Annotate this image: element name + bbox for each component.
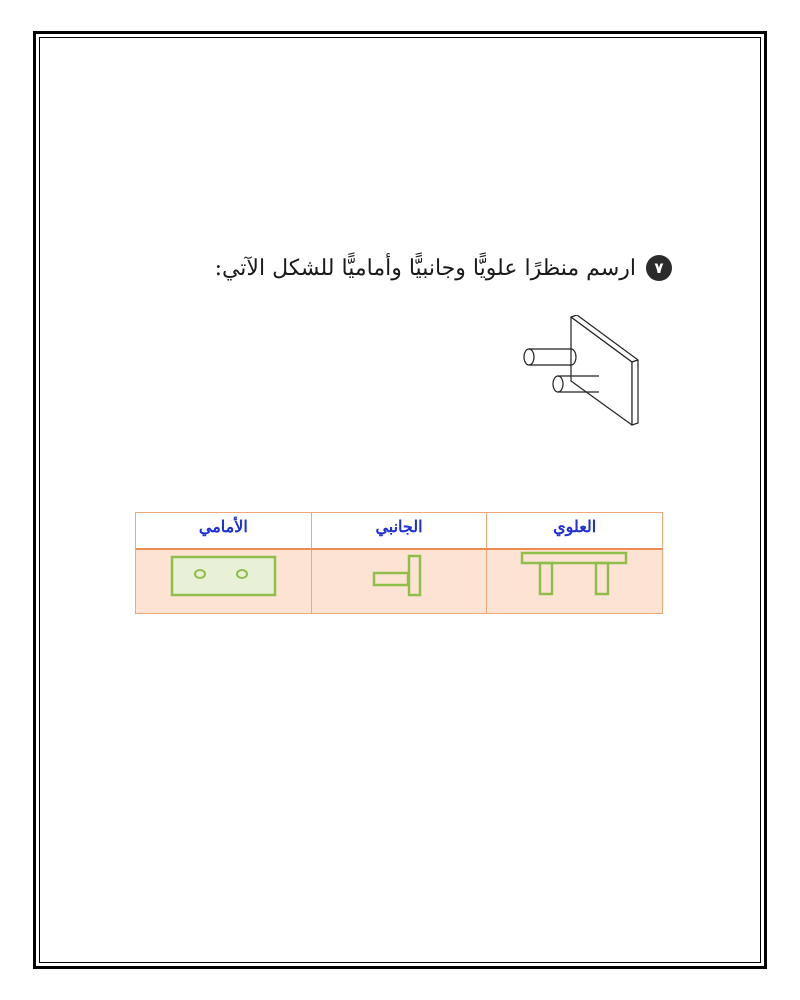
header-cell-front <box>136 513 311 548</box>
question-7 <box>215 255 672 281</box>
header-cell-top <box>486 513 662 548</box>
side-view-cell <box>311 550 487 613</box>
header-cell-side <box>311 513 487 548</box>
header-side: الجانبي <box>375 519 423 536</box>
table-answer-row <box>136 550 662 613</box>
isometric-figure <box>515 315 640 430</box>
front-view-drawing <box>136 550 312 613</box>
question-text: ارسم منظرًا علويًّا وجانبيًّا وأماميًّا للشكل الآتي: <box>214 255 636 281</box>
top-view-cell <box>486 550 662 613</box>
question-number-badge: ٧ <box>646 255 672 281</box>
side-view-drawing <box>312 550 488 613</box>
header-front: الأمامي <box>198 519 248 536</box>
header-top: العلوي <box>553 519 597 536</box>
top-view-drawing <box>487 550 663 613</box>
page-border-inner <box>39 37 761 963</box>
front-view-cell <box>136 550 311 613</box>
answer-table <box>135 512 663 614</box>
table-header-row <box>136 513 662 550</box>
